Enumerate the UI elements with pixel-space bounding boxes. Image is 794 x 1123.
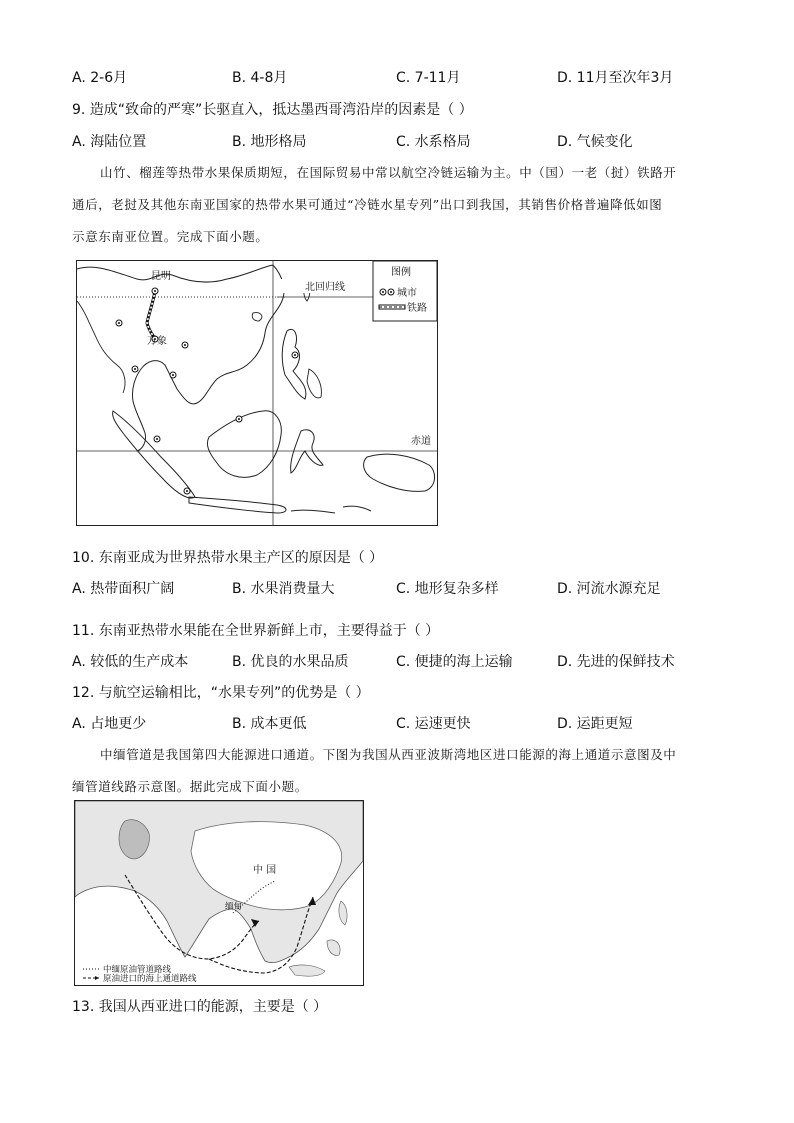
legend-title: 图例 <box>391 267 411 278</box>
q8-option-a: A. 2-6月 <box>72 70 128 86</box>
q9-option-b: B. 地形格局 <box>232 134 307 150</box>
label-china: 中 国 <box>253 865 277 876</box>
q9-option-d: D. 气候变化 <box>557 134 633 150</box>
q11-option-c: C. 便捷的海上运输 <box>396 654 513 670</box>
q12-option-c: C. 运速更快 <box>396 716 471 732</box>
passage1-line2: 通后，老挝及其他东南亚国家的热带水果可通过“冷链水星专列”出口到我国，其销售价格普遍降低如图 <box>72 197 663 212</box>
q12-option-d: D. 运距更短 <box>557 716 633 732</box>
q12-stem: 12. 与航空运输相比，“水果专列”的优势是（ ） <box>72 685 370 701</box>
label-tropic-of-cancer: 北回归线 <box>305 282 345 293</box>
passage2-line2: 缅管道线路示意图。据此完成下面小题。 <box>72 779 308 794</box>
q9-option-c: C. 水系格局 <box>396 134 471 150</box>
southeast-asia-map <box>76 260 438 526</box>
passage1-line3: 示意东南亚位置。完成下面小题。 <box>72 229 269 244</box>
q10-option-a: A. 热带面积广阔 <box>72 581 175 597</box>
label-vientiane: 万象 <box>147 336 167 347</box>
sino-myanmar-pipeline-map <box>74 800 364 986</box>
q10-option-c: C. 地形复杂多样 <box>396 581 499 597</box>
passage1-line1: 山竹、榴莲等热带水果保质期短，在国际贸易中常以航空冷链运输为主。中（国）一老（挝）铁路开 <box>100 165 677 180</box>
q11-option-b: B. 优良的水果品质 <box>232 654 349 670</box>
q10-option-d: D. 河流水源充足 <box>557 581 661 597</box>
q9-option-a: A. 海陆位置 <box>72 134 147 150</box>
q8-option-b: B. 4-8月 <box>232 70 288 86</box>
legend-railway: 铁路 <box>407 303 427 314</box>
q9-stem: 9. 造成“致命的严寒”长驱直入，抵达墨西哥湾沿岸的因素是（ ） <box>72 102 473 118</box>
q11-option-d: D. 先进的保鲜技术 <box>557 654 675 670</box>
q8-option-c: C. 7-11月 <box>396 70 461 86</box>
label-myanmar: 缅甸 <box>225 902 243 912</box>
q10-option-b: B. 水果消费量大 <box>232 581 335 597</box>
passage2-line1: 中缅管道是我国第四大能源进口通道。下图为我国从西亚波斯湾地区进口能源的海上通道示意图及中 <box>100 747 677 762</box>
q11-option-a: A. 较低的生产成本 <box>72 654 189 670</box>
label-equator: 赤道 <box>411 436 431 447</box>
q12-option-a: A. 占地更少 <box>72 716 147 732</box>
q11-stem: 11. 东南亚热带水果能在全世界新鲜上市，主要得益于（ ） <box>72 623 440 639</box>
q13-stem: 13. 我国从西亚进口的能源，主要是（ ） <box>72 999 328 1015</box>
q12-option-b: B. 成本更低 <box>232 716 307 732</box>
map2-legend <box>79 963 219 984</box>
legend-pipeline: 中缅原油管道路线 <box>103 965 172 975</box>
map1-legend <box>373 261 437 321</box>
q10-stem: 10. 东南亚成为世界热带水果主产区的原因是（ ） <box>72 550 384 566</box>
legend-sea-route: 原油进口的海上通道路线 <box>103 974 197 984</box>
label-kunming: 昆明 <box>151 271 171 282</box>
q8-option-d: D. 11月至次年3月 <box>557 70 674 86</box>
legend-city: 城市 <box>397 288 417 299</box>
